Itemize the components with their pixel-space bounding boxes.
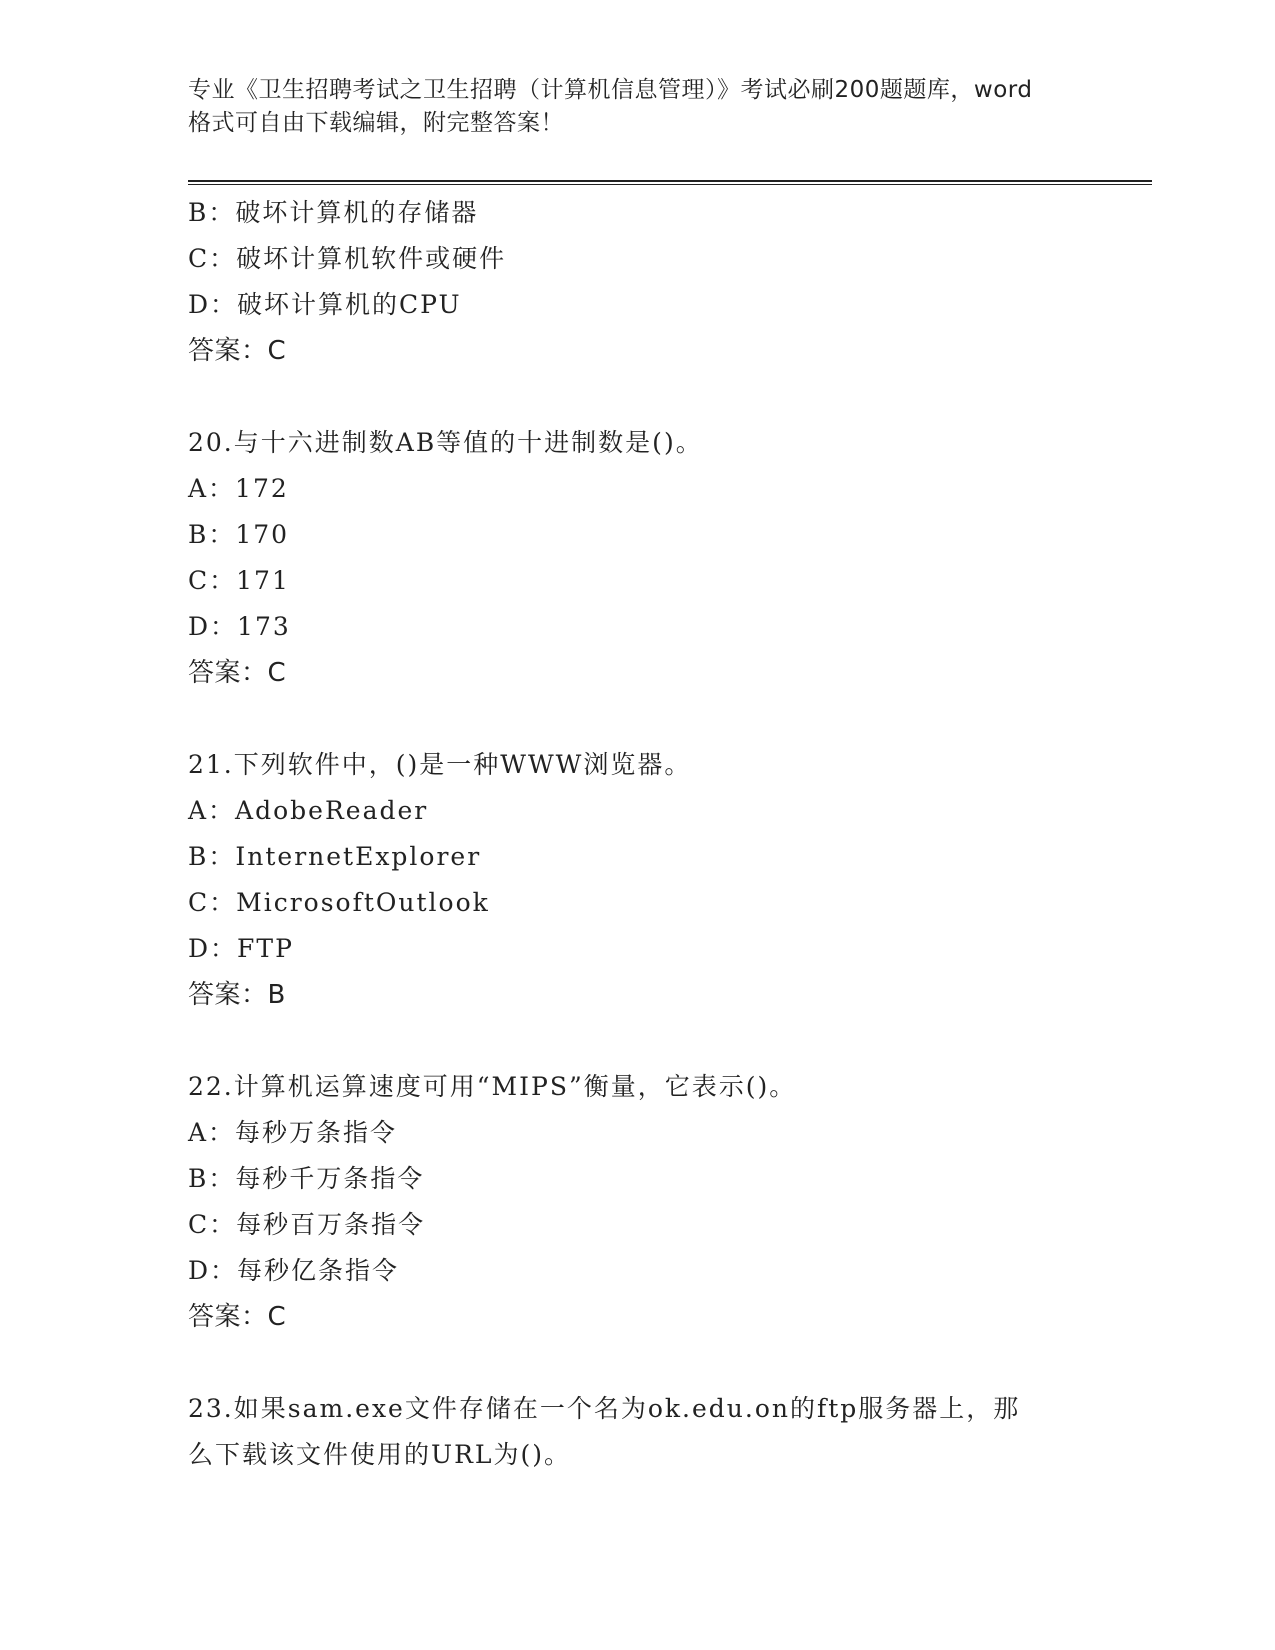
- option-d: D：破坏计算机的CPU: [188, 290, 462, 319]
- question-21: [188, 742, 1152, 1018]
- spacer: [188, 374, 1152, 420]
- answer: 答案：C: [188, 1302, 287, 1332]
- option-c: C：破坏计算机软件或硬件: [188, 244, 507, 273]
- option-c: C：171: [188, 566, 290, 595]
- question-text: 22.计算机运算速度可用“MIPS”衡量，它表示()。: [188, 1072, 797, 1101]
- header-line-2: 格式可自由下载编辑，附完整答案！: [188, 110, 564, 136]
- question-19-tail: [188, 190, 1152, 374]
- document-body: [188, 190, 1152, 1478]
- option-c: C：每秒百万条指令: [188, 1210, 426, 1239]
- option-b: B：InternetExplorer: [188, 842, 482, 871]
- document-header: [188, 74, 1088, 140]
- option-c: C：MicrosoftOutlook: [188, 888, 490, 917]
- question-text: 21.下列软件中，()是一种WWW浏览器。: [188, 750, 692, 779]
- spacer: [188, 1018, 1152, 1064]
- option-a: A：每秒万条指令: [188, 1118, 398, 1147]
- spacer: [188, 1340, 1152, 1386]
- header-line-1: 专业《卫生招聘考试之卫生招聘（计算机信息管理）》考试必刷200题题库，word: [188, 77, 1033, 103]
- option-b: B：破坏计算机的存储器: [188, 198, 479, 227]
- option-d: D：FTP: [188, 934, 294, 963]
- spacer: [188, 696, 1152, 742]
- option-d: D：173: [188, 612, 291, 641]
- header-divider: [188, 180, 1152, 185]
- answer: 答案：C: [188, 658, 287, 688]
- answer: 答案：B: [188, 980, 286, 1010]
- option-d: D：每秒亿条指令: [188, 1256, 400, 1285]
- question-text-line-2: 么下载该文件使用的URL为()。: [188, 1440, 572, 1469]
- option-b: B：170: [188, 520, 290, 549]
- question-text: 20.与十六进制数AB等值的十进制数是()。: [188, 428, 703, 457]
- answer: 答案：C: [188, 336, 287, 366]
- option-a: A：AdobeReader: [188, 796, 429, 825]
- option-b: B：每秒千万条指令: [188, 1164, 425, 1193]
- option-a: A：172: [188, 474, 289, 503]
- question-22: [188, 1064, 1152, 1340]
- question-23: [188, 1386, 1152, 1478]
- question-20: [188, 420, 1152, 696]
- question-text-line-1: 23.如果sam.exe文件存储在一个名为ok.edu.on的ftp服务器上，那: [188, 1394, 1021, 1423]
